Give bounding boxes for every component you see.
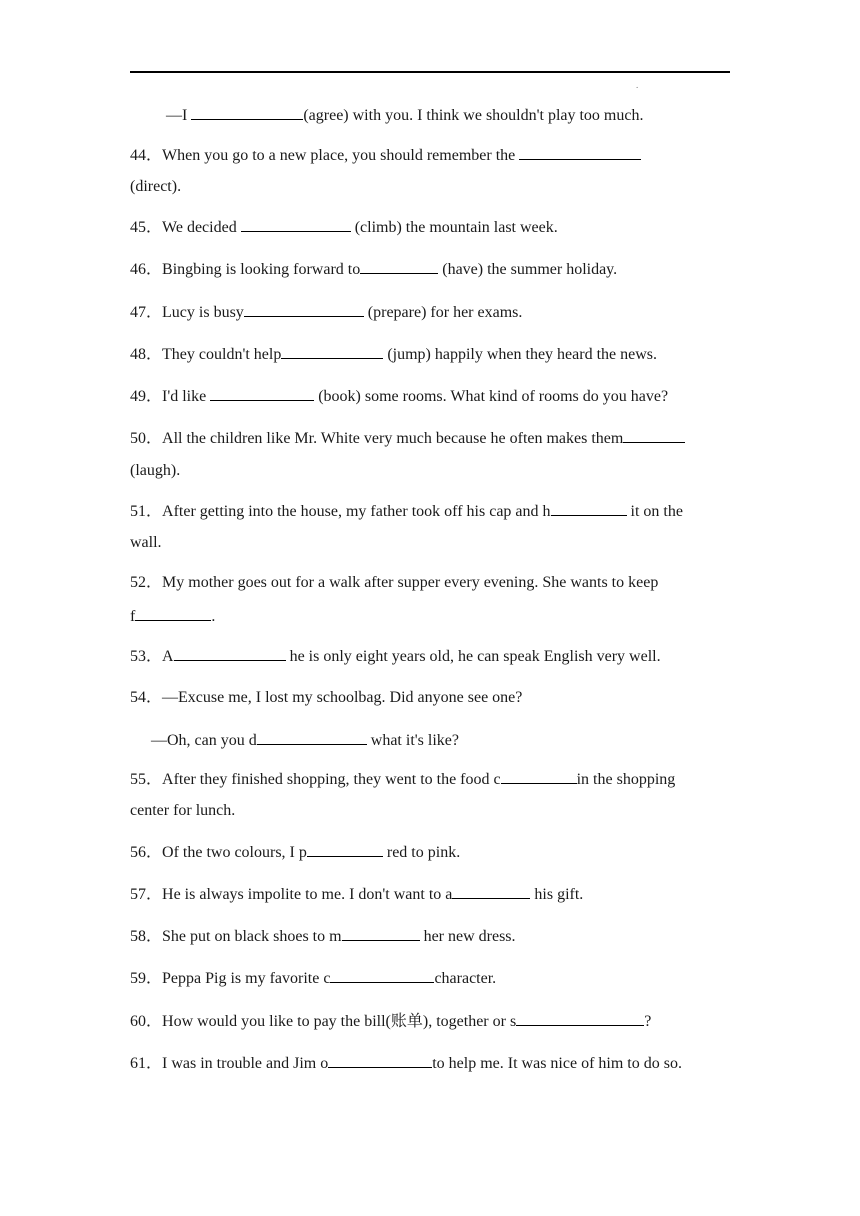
question-text: red to pink. [386, 844, 461, 861]
question-51 [130, 501, 732, 522]
question-59 [130, 968, 732, 989]
question-number: 50． [130, 430, 163, 447]
question-text: (have) the summer holiday. [442, 261, 618, 278]
question-50-cont [130, 461, 732, 481]
question-text: After getting into the house, my father took off his cap and h [162, 503, 551, 520]
answer-blank[interactable] [241, 217, 351, 232]
question-52-cont [130, 606, 732, 627]
question-text: He is always impolite to me. I don't want to a [162, 886, 453, 903]
question-number: 52． [130, 574, 163, 591]
question-text: Bingbing is looking forward to [162, 261, 361, 278]
answer-blank[interactable] [551, 501, 627, 516]
question-number: 57． [130, 886, 163, 903]
question-54 [130, 688, 732, 708]
question-51-cont [130, 533, 732, 553]
answer-blank[interactable] [516, 1011, 644, 1026]
question-46 [130, 259, 732, 280]
question-number: 54． [130, 689, 163, 706]
question-60 [130, 1011, 732, 1032]
answer-blank[interactable] [328, 1053, 432, 1068]
question-text: How would you like to pay the bill(账单), together or s [162, 1013, 517, 1030]
question-number: 56． [130, 844, 163, 861]
question-number: 61． [130, 1055, 163, 1072]
question-55 [130, 769, 732, 790]
question-text: She put on black shoes to m [162, 928, 342, 945]
question-number: 45． [130, 219, 163, 236]
question-text: All the children like Mr. White very much because he often makes them [162, 430, 624, 447]
question-text: his gift. [534, 886, 584, 903]
question-number: 48． [130, 346, 163, 363]
header-rule [130, 71, 730, 73]
question-text: I was in trouble and Jim o [162, 1055, 329, 1072]
question-44-cont [130, 177, 732, 197]
question-text: A [162, 648, 174, 665]
question-text: (book) some rooms. What kind of rooms do you have? [318, 388, 669, 405]
question-text: center for lunch. [130, 802, 236, 819]
question-number: 44． [130, 147, 163, 164]
question-49 [130, 386, 732, 407]
question-number: 47． [130, 304, 163, 321]
answer-blank[interactable] [623, 428, 685, 443]
question-text: When you go to a new place, you should remember the [162, 147, 516, 164]
question-text: They couldn't help [162, 346, 282, 363]
question-number: 46． [130, 261, 163, 278]
dialogue-text: (agree) with you. I think we shouldn't play too much. [303, 107, 644, 124]
question-text: (prepare) for her exams. [367, 304, 523, 321]
question-number: 58． [130, 928, 163, 945]
answer-blank[interactable] [191, 105, 303, 120]
question-text: (jump) happily when they heard the news. [387, 346, 658, 363]
question-text: We decided [162, 219, 237, 236]
question-56 [130, 842, 732, 863]
question-text: After they finished shopping, they went to the food c [162, 771, 501, 788]
question-text: he is only eight years old, he can speak English very well. [289, 648, 661, 665]
answer-blank[interactable] [174, 646, 286, 661]
question-text: Of the two colours, I p [162, 844, 307, 861]
question-number: 49． [130, 388, 163, 405]
question-text: Peppa Pig is my favorite c [162, 970, 331, 987]
question-text: ? [644, 1013, 652, 1030]
question-text: Lucy is busy [162, 304, 244, 321]
answer-blank[interactable] [452, 884, 530, 899]
question-48 [130, 344, 732, 365]
question-text: (climb) the mountain last week. [354, 219, 558, 236]
question-text: f [130, 608, 136, 625]
answer-blank[interactable] [244, 302, 364, 317]
answer-blank[interactable] [210, 386, 314, 401]
question-text: . [211, 608, 216, 625]
question-text: her new dress. [423, 928, 516, 945]
question-53 [130, 646, 732, 667]
question-text: to help me. It was nice of him to do so. [432, 1055, 682, 1072]
answer-blank[interactable] [519, 145, 641, 160]
question-text: I'd like [162, 388, 207, 405]
question-61 [130, 1053, 732, 1074]
question-number: 53． [130, 648, 163, 665]
question-text: in the shopping [576, 771, 676, 788]
answer-blank[interactable] [307, 842, 383, 857]
question-50 [130, 428, 732, 449]
question-text: wall. [130, 534, 162, 551]
answer-blank[interactable] [360, 259, 438, 274]
question-text: what it's like? [370, 732, 459, 749]
question-text: My mother goes out for a walk after supper every evening. She wants to keep [162, 574, 659, 591]
question-number: 60． [130, 1013, 163, 1030]
dialogue-line [166, 105, 768, 126]
question-55-cont [130, 801, 732, 821]
question-54-cont [151, 730, 753, 751]
question-45 [130, 217, 732, 238]
answer-blank[interactable] [330, 968, 434, 983]
question-text: (direct). [130, 178, 182, 195]
question-58 [130, 926, 732, 947]
question-number: 55． [130, 771, 163, 788]
answer-blank[interactable] [257, 730, 367, 745]
question-text: it on the [630, 503, 683, 520]
question-52 [130, 573, 732, 593]
answer-blank[interactable] [501, 769, 577, 784]
question-57 [130, 884, 732, 905]
question-text: (laugh). [130, 462, 181, 479]
question-44 [130, 145, 732, 166]
question-text: —Excuse me, I lost my schoolbag. Did anyone see one? [162, 689, 523, 706]
question-number: 59． [130, 970, 163, 987]
question-number: 51． [130, 503, 163, 520]
question-text: —Oh, can you d [151, 732, 257, 749]
question-text: character. [434, 970, 497, 987]
question-47 [130, 302, 732, 323]
dialogue-lead: —I [166, 107, 188, 124]
answer-blank[interactable] [281, 344, 383, 359]
answer-blank[interactable] [135, 606, 211, 621]
header-mark: . [636, 80, 639, 90]
answer-blank[interactable] [342, 926, 420, 941]
